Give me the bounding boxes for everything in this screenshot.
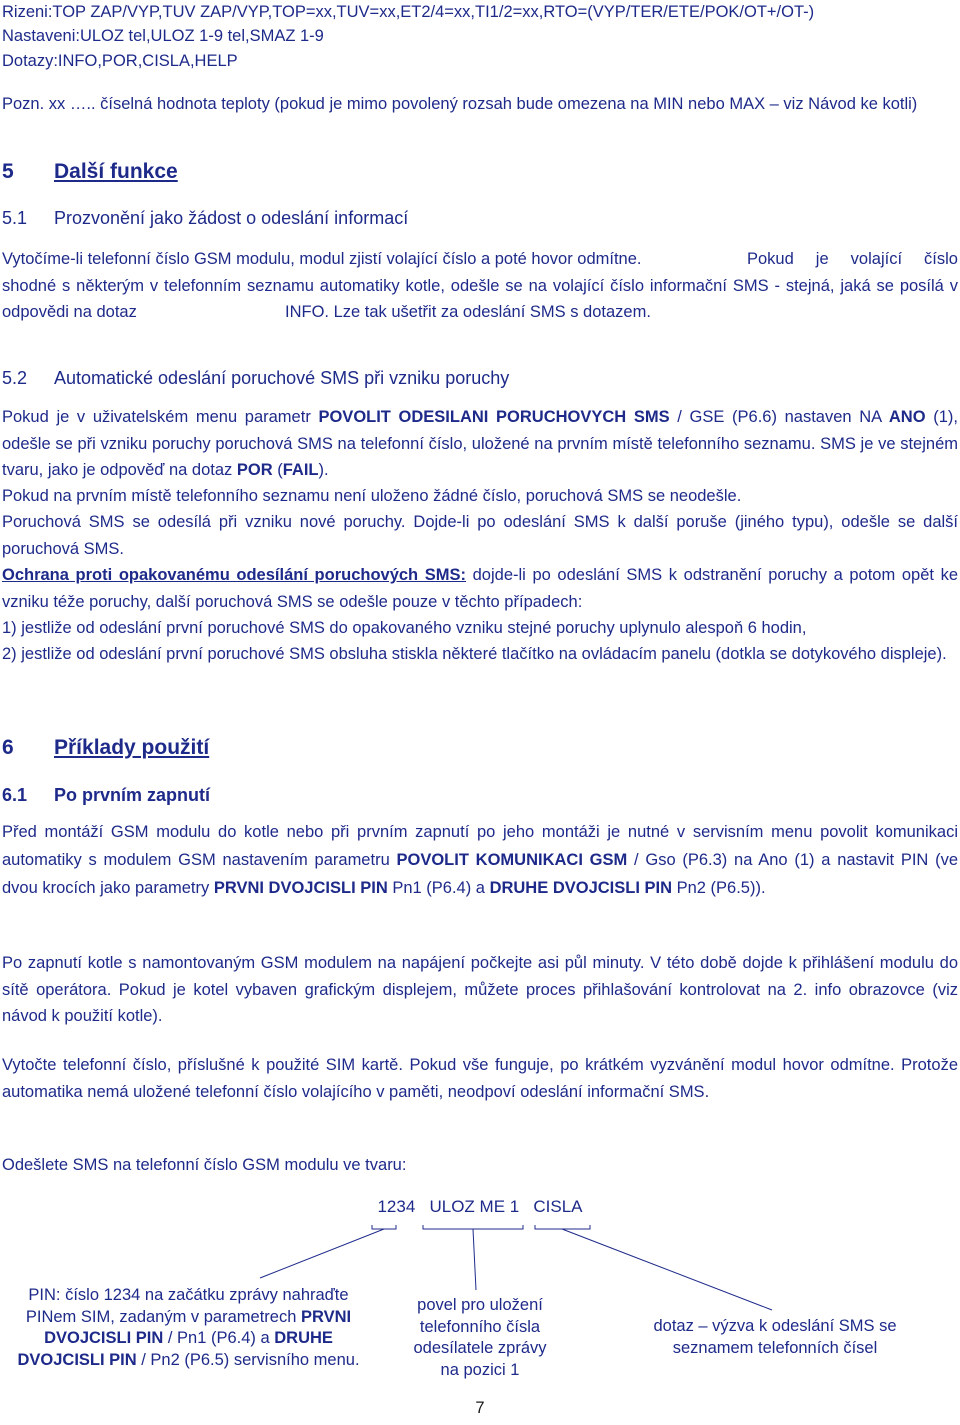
param-name: POVOLIT ODESILANI PORUCHOVYCH SMS [318, 408, 670, 426]
param-name: POVOLIT KOMUNIKACI GSM [396, 851, 628, 869]
text: Před montáží GSM modulu do kotle nebo při prvním zapnutí po jeho montáži je nutné v servisním menu povolit komunikaci automatiky s modulem GSM nastavením parametru [2, 823, 958, 869]
param-name: PRVNI DVOJCISLI PIN [44, 1307, 352, 1347]
paragraph-5-1-c: INFO. Lze tak ušetřit za odeslání SMS s dotazem. [285, 303, 651, 321]
note-paragraph: Pozn. xx ….. číselná hodnota teploty (pokud je mimo povolený rozsah bude omezena na MIN nebo MAX – viz Návod ke kotli) [2, 95, 918, 113]
bracket-query [535, 1225, 590, 1229]
bracket-pin [372, 1225, 396, 1229]
paragraph-6-1-b: Po zapnutí kotle s namontovaným GSM modulem na napájení počkejte asi půl minuty. V této době dojde k přihlášení modulu do sítě operátora. Pokud je kotel vybaven grafickým displejem, můžete proces přihlašování kontrolovat na 2. info obrazovce (viz návod k použití kotle). [2, 954, 958, 1025]
label-command [390, 1295, 570, 1381]
bracket-command [423, 1225, 523, 1229]
text: / GSE (P6.6) nastaven NA [669, 408, 889, 426]
command-por: POR [236, 461, 273, 479]
sms-query: CISLA [533, 1197, 583, 1216]
section-title: Další funkce [54, 160, 178, 183]
section-number: 6.1 [2, 785, 28, 805]
command-fail: FAIL [282, 461, 319, 479]
command-line-rizeni: Rizeni:TOP ZAP/VYP,TUV ZAP/VYP,TOP=xx,TUV=xx,ET2/4=xx,TI1/2=xx,RTO=(VYP/TER/ETE/POK/OT+/OT-) [2, 3, 815, 21]
text: ). [318, 461, 329, 479]
section-title: Automatické odeslání poruchové SMS při vzniku poruchy [54, 368, 510, 388]
section-title: Příklady použití [54, 736, 210, 759]
paragraph-5-2-c: Poruchová SMS se odesílá při vzniku nové poruchy. Dojde-li po odeslání SMS k další poruše (jiného typu), odešle se další poruchová SMS. [2, 513, 958, 558]
text: (1), odešle se při vzniku poruchy poruchová SMS na telefonní číslo, uložené na prvním místě telefonního seznamu. SMS je ve stejném tvaru, jako je odpověď na dotaz [2, 408, 958, 479]
connector-pin [260, 1229, 384, 1278]
text: Pn1 (P6.4) a [387, 879, 490, 897]
paragraph-6-1-d: Odešlete SMS na telefonní číslo GSM modulu ve tvaru: [2, 1156, 407, 1174]
label-line: seznamem telefonních čísel [672, 1338, 878, 1357]
param-name: PRVNI DVOJCISLI PIN [213, 879, 388, 897]
text: / Pn2 (P6.5) servisního menu. [136, 1350, 360, 1369]
param-name: DRUHE DVOJCISLI PIN [489, 879, 673, 897]
connector-query [562, 1229, 772, 1310]
section-number: 5.2 [2, 368, 28, 388]
section-number: 5 [2, 160, 14, 183]
command-line-dotazy: Dotazy:INFO,POR,CISLA,HELP [2, 52, 238, 70]
section-number: 5.1 [2, 208, 28, 228]
value-ano: ANO [888, 408, 926, 426]
text: Pokud je v uživatelském menu parametr [2, 408, 319, 426]
label-line: telefonního čísla [419, 1317, 541, 1336]
text: / Pn1 (P6.4) a [163, 1329, 275, 1347]
command-line-nastaveni: Nastaveni:ULOZ tel,ULOZ 1-9 tel,SMAZ 1-9 [2, 27, 324, 45]
page-number: 7 [475, 1399, 485, 1417]
bold-heading: Ochrana proti opakovanému odesílání poruchových SMS: [2, 566, 467, 584]
text: dojde-li po odeslání SMS k odstranění poruchy a potom opět ke vzniku téže poruchy, další poruchová SMS se odešle pouze v těchto případech: [2, 566, 958, 611]
section-number: 6 [2, 736, 14, 759]
paragraph-6-1-c: Vytočte telefonní číslo, příslušné k použité SIM kartě. Pokud vše funguje, po krátkém vyzvánění modul hovor odmítne. Protože automatika nemá uložené telefonní číslo volajícího v paměti, neodpoví odeslání informační SMS. [2, 1056, 958, 1101]
paragraph-5-1-a: Vytočíme-li telefonní číslo GSM modulu, modul zjistí volající číslo a poté hovor odmítne. [2, 250, 642, 268]
connector-command [473, 1229, 476, 1290]
text: ( [272, 461, 283, 479]
paragraph-5-2-b: Pokud na prvním místě telefonního seznamu není uloženo žádné číslo, poruchová SMS se neodešle. [2, 487, 742, 505]
label-line: dotaz – výzva k odeslání SMS se [653, 1317, 897, 1335]
sms-command: ULOZ ME 1 [429, 1197, 520, 1216]
label-line: odesílatele zprávy [413, 1339, 547, 1357]
param-name: DRUHE DVOJCISLI PIN [17, 1329, 333, 1369]
label-line: povel pro uložení [417, 1296, 543, 1314]
sms-pin: 1234 [377, 1197, 416, 1216]
text: Pn2 (P6.5)). [672, 879, 766, 897]
text: / Gso (P6.3) na Ano (1) a nastavit PIN (ve dvou krocích jako parametry [2, 851, 959, 897]
paragraph-5-1-b: Pokud je volající číslo shodné s některým v telefonním seznamu automatiky kotle, odešle se na volající číslo informační SMS - stejná, jaká se posílá v odpovědi na dotaz [2, 250, 958, 321]
label-pin [2, 1285, 375, 1371]
label-query [610, 1316, 940, 1359]
label-line: na pozici 1 [440, 1360, 520, 1379]
section-title: Prozvonění jako žádost o odeslání informací [54, 208, 409, 228]
paragraph-5-2-e: 1) jestliže od odeslání první poruchové SMS do opakovaného vzniku stejné poruchy uplynulo alespoň 6 hodin, [2, 619, 807, 637]
section-title: Po prvním zapnutí [54, 785, 211, 805]
text: PIN: číslo 1234 na začátku zprávy nahraďte PINem SIM, zadaným v parametrech [25, 1286, 349, 1326]
paragraph-5-2-f: 2) jestliže od odeslání první poruchové SMS obsluha stiskla některé tlačítko na ovládacím panelu (dotkla se dotykového displeje). [2, 645, 947, 663]
